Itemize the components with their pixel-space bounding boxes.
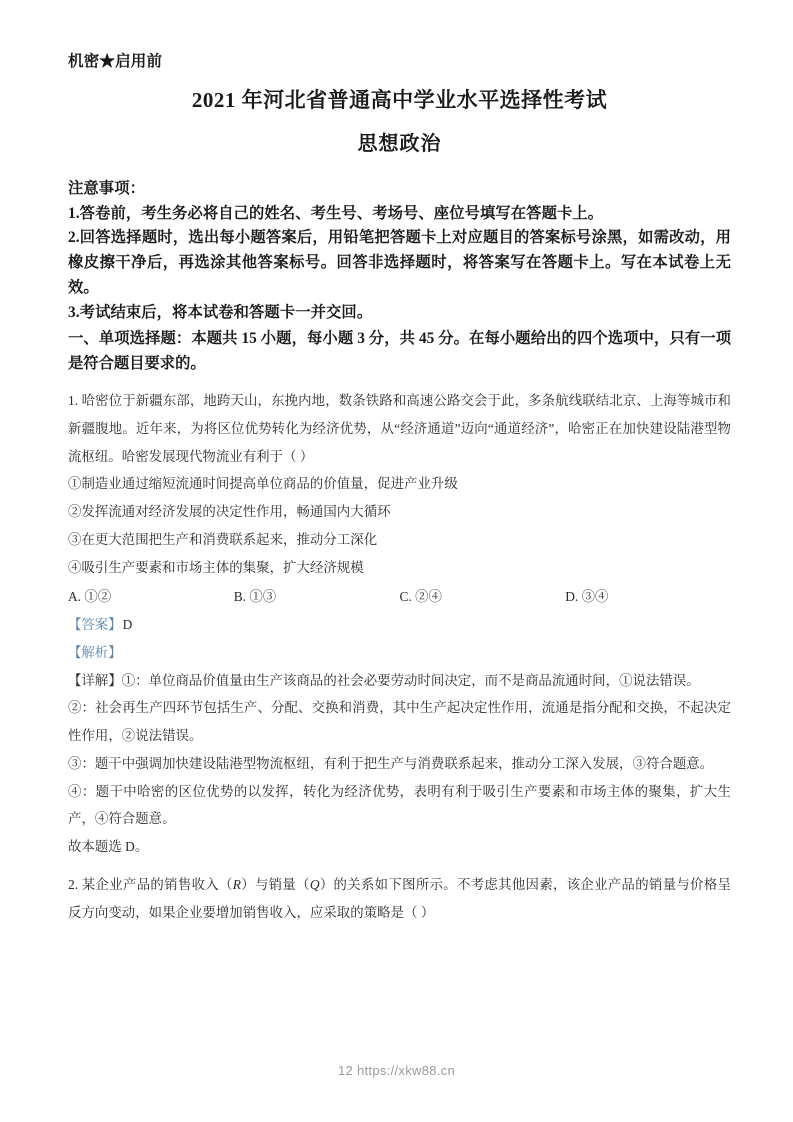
- question-1-explanation-1: [68, 667, 731, 695]
- variable-r: R: [232, 876, 241, 892]
- question-1-answer-line: [68, 611, 731, 639]
- question-2-stem-part2: ）与销量（: [240, 876, 310, 892]
- page-footer: [0, 1063, 793, 1078]
- question-2-stem: [68, 871, 731, 927]
- secrecy-notice: 机密★启用前: [68, 53, 163, 70]
- question-2-stem-part3: ）的关系如下图所示。不考虑其他因素，该企业产品的销量与价格呈反方向变动，如果企业要增加销售收入，应采取的策略是（ ）: [68, 876, 732, 920]
- question-1-explanation-3: ③：题干中强调加快建设陆港型物流枢纽，有利于把生产与消费联系起来，推动分工深入发展，③符合题意。: [68, 755, 714, 771]
- question-1-conclusion: 故本题选 D。: [68, 839, 149, 854]
- question-1-stem: [68, 387, 731, 470]
- choice-c[interactable]: C. ②④: [399, 589, 442, 605]
- answer-label: 【答案】: [68, 617, 122, 632]
- question-1-choices: [68, 583, 731, 611]
- question-1-statement-1: ①制造业通过缩短流通时间提高单位商品的价值量，促进产业升级: [68, 476, 458, 492]
- question-1: [68, 387, 731, 861]
- notice-item-2: 2.回答选择题时，选出每小题答案后，用铅笔把答题卡上对应题目的答案标号涂黑，如需改动，用橡皮擦干净后，再选涂其他答案标号。回答非选择题时，将答案写在答题卡上。写在本试卷上无效。: [68, 229, 731, 296]
- question-2-number: 2.: [68, 876, 79, 892]
- choice-d[interactable]: D. ③④: [565, 589, 609, 605]
- question-1-explanation-4: ④：题干中哈密的区位优势的以发挥，转化为经济优势，表明有利于吸引生产要素和市场主体的聚集，扩大生产，④符合题意。: [68, 783, 731, 827]
- section-heading: 一、单项选择题：本题共 15 小题，每小题 3 分，共 45 分。在每小题给出的四个选项中，只有一项是符合题目要求的。: [68, 330, 731, 373]
- notice-item-3: 3.考试结束后，将本试卷和答题卡一并交回。: [68, 303, 373, 321]
- choice-a[interactable]: A. ①②: [68, 589, 112, 605]
- notice-heading: 注意事项：: [68, 179, 145, 197]
- subject-title: 思想政治: [357, 132, 442, 155]
- question-1-explanation-2: ②：社会再生产四环节包括生产、分配、交换和消费，其中生产起决定性作用，流通是指分配和交换，不起决定性作用，②说法错误。: [68, 700, 731, 743]
- question-1-statement-2: ②发挥流通对经济发展的决定性作用，畅通国内大循环: [68, 504, 391, 519]
- notice-item-1: 1.答卷前，考生务必将自己的姓名、考生号、考场号、座位号填写在答题卡上。: [68, 204, 604, 222]
- question-1-statement-4: ④吸引生产要素和市场主体的集聚，扩大经济规模: [68, 559, 364, 575]
- detail-label: 【详解】: [68, 672, 122, 688]
- watermark-url: https://xkw88.cn: [356, 1063, 455, 1078]
- notice-block: [68, 177, 731, 326]
- choice-b[interactable]: B. ①③: [233, 589, 277, 605]
- question-1-analysis-line: [68, 639, 731, 667]
- analysis-label: 【解析】: [68, 644, 122, 660]
- question-1-number: 1.: [68, 393, 79, 408]
- answer-value: D: [122, 617, 133, 632]
- question-2-stem-part1: 某企业产品的销售收入（: [81, 876, 233, 892]
- question-2: [68, 871, 731, 927]
- page-title: 2021 年河北省普通高中学业水平选择性考试: [191, 88, 608, 113]
- variable-q: Q: [309, 876, 320, 892]
- question-1-explanation-1-text: ①：单位商品价值量由生产该商品的社会必要劳动时间决定，而不是商品流通时间，①说法错误。: [121, 672, 700, 688]
- page-number: 12: [338, 1063, 354, 1078]
- question-1-stem-text: 哈密位于新疆东部，地跨天山，东挽内地，数条铁路和高速公路交会于此，多条航线联结北京、上海等城市和新疆腹地。近年来，为将区位优势转化为经济优势，从“经济通道”迈向“通道经济”，哈密正在加快建设陆港型物流枢纽。哈密发展现代物流业有利于（ ）: [68, 393, 731, 464]
- question-1-statement-3: ③在更大范围把生产和消费联系起来，推动分工深化: [68, 531, 378, 547]
